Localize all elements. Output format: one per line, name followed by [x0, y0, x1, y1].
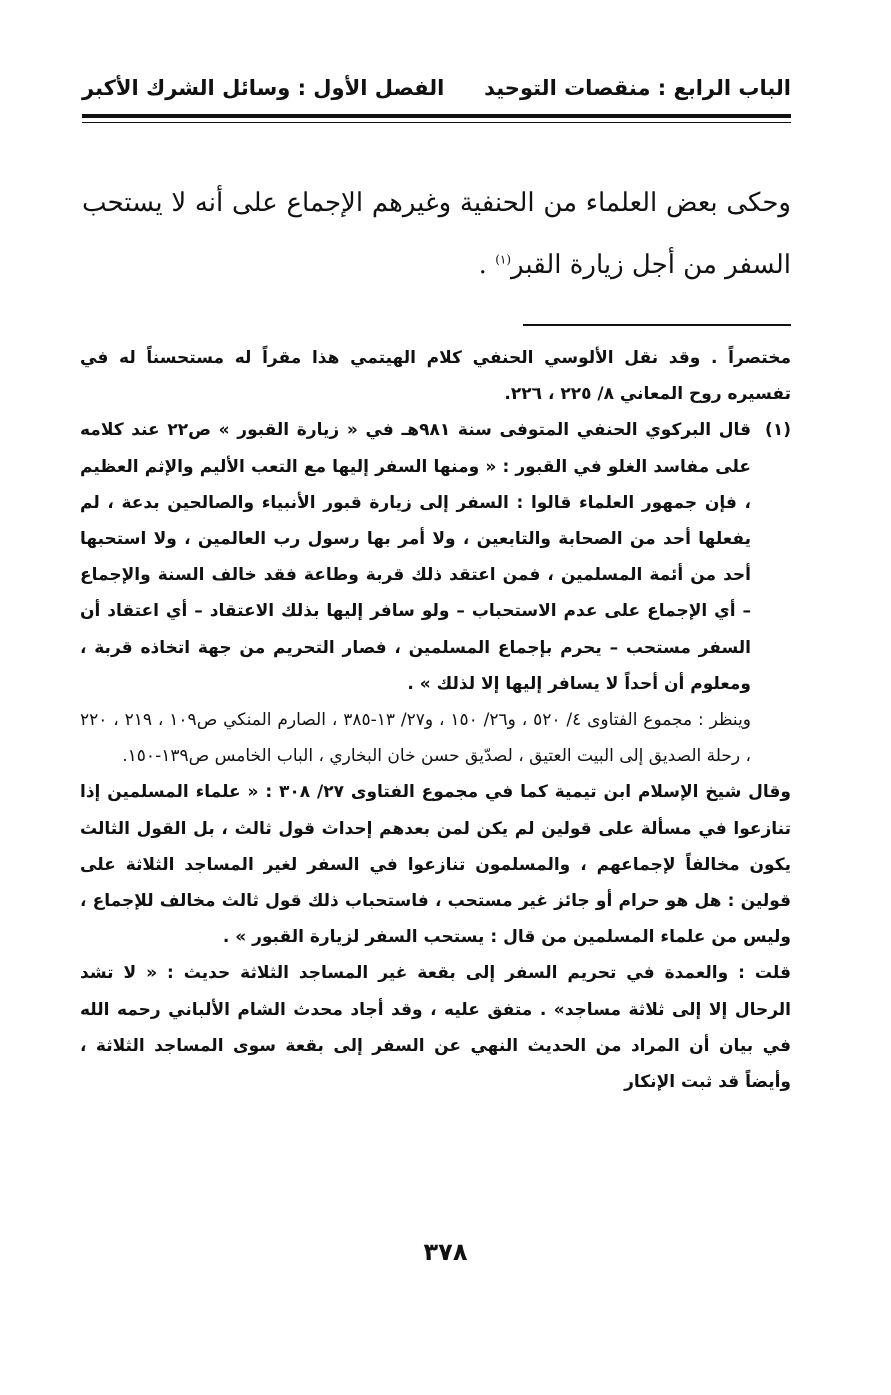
header-section: الفصل الأول : وسائل الشرك الأكبر — [82, 76, 445, 100]
main-paragraph — [82, 172, 791, 296]
footnote-1-para-1: قال البركوي الحنفي المتوفى سنة ٩٨١هـ في « زيارة القبور » ص٢٢ عند كلامه على مفاسد الغلو في القبور : « ومنها السفر إليها مع التعب الأليم والإثم العظيم ، فإن جمهور العلماء قالوا : السفر إلى زيارة قبور الأنبياء والصالحين بدعة ، لم يفعلها أحد من الصحابة والتابعين ، ولا أمر بها رسول رب العالمين ، ولا استحبها أحد من أئمة المسلمين ، فمن اعتقد ذلك قربة وطاعة فقد خالف السنة والإجماع – أي الإجماع على عدم الاستحباب – ولو سافر إليها بذلك الاعتقاد – أي اعتقاد أن السفر مستحب – يحرم بإجماع المسلمين ، فصار التحريم من جهة اتخاذه قربة ، ومعلوم أن أحداً لا يسافر إليها إلا لذلك » . — [80, 420, 752, 694]
footnote-1-para-3: وقال شيخ الإسلام ابن تيمية كما في مجموع الفتاوى ٢٧/ ٣٠٨ : « علماء المسلمين إذا تنازعوا في مسألة على قولين لم يكن لمن بعدهم إحداث قول ثالث ، بل القول الثالث يكون مخالفاً لإجماعهم ، والمسلمون تنازعوا في السفر لغير المساجد الثلاثة على قولين : هل هو حرام أو جائز غير مستحب ، فاستحباب ذلك قول ثالث مخالف للإجماع ، وليس من علماء المسلمين من قال : يستحب السفر لزيارة القبور » . — [80, 782, 791, 948]
footnote-1-number: (١) — [765, 420, 791, 441]
footnote-1-para-2: وينظر : مجموع الفتاوى ٤/ ٥٢٠ ، و٢٦/ ١٥٠ ، و٢٧/ ١٣-٣٨٥ ، الصارم المنكي ص١٠٩ ، ٢١٩ ، ٢٢٠ ، رحلة الصديق إلى البيت العتيق ، لصدّيق حسن خان البخاري ، الباب الخامس ص١٣٩-١٥٠. — [80, 710, 752, 767]
footnote-ref: (١) — [495, 252, 512, 267]
footnote-1-para-4: قلت : والعمدة في تحريم السفر إلى بقعة غير المساجد الثلاثة حديث : « لا تشد الرحال إلا إلى ثلاثة مساجد» . متفق عليه ، وقد أجاد محدث الشام الألباني رحمه الله في بيان أن المراد من الحديث النهي عن السفر إلى بقعة سوى المساجد الثلاثة ، وأيضاً قد ثبت الإنكار — [80, 963, 791, 1093]
main-text — [82, 172, 791, 296]
footnote-1 — [80, 412, 791, 702]
header-chapter: الباب الرابع : منقصات التوحيد — [484, 76, 791, 100]
footnote-continuation: مختصراً . وقد نقل الألوسي الحنفي كلام الهيتمي هذا مقراً له مستحسناً له في تفسيره روح المعاني ٨/ ٢٢٥ ، ٢٢٦. — [80, 348, 791, 405]
footnotes — [80, 340, 791, 1100]
footnote-separator — [523, 324, 791, 326]
header-rule-thin — [82, 122, 791, 123]
main-paragraph-text: وحكى بعض العلماء من الحنفية وغيرهم الإجماع على أنه لا يستحب السفر من أجل زيارة القبر — [82, 188, 791, 280]
running-header — [82, 70, 791, 106]
page-number: ٣٧٨ — [423, 1238, 468, 1266]
main-paragraph-end: . — [478, 250, 496, 280]
header-rule-thick — [82, 114, 791, 118]
